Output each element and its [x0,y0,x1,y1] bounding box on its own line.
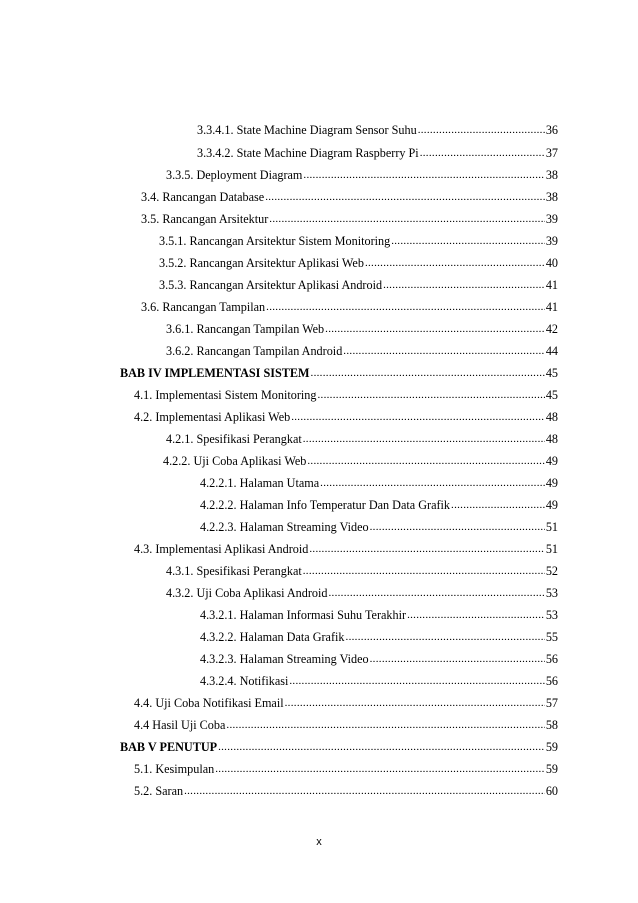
toc-entry-page: 53 [545,586,558,600]
toc-leader-dots [343,343,545,359]
toc-entry-3-6-2[interactable] [166,343,558,359]
toc-entry-4-4-hasil[interactable] [134,717,558,733]
toc-entry-page: 39 [545,234,558,248]
toc-leader-dots [325,321,545,337]
toc-entry-page: 52 [545,564,558,578]
toc-entry-page: 51 [545,542,558,556]
toc-entry-page: 53 [545,608,558,622]
toc-entry-label: 4.4. Uji Coba Notifikasi Email [134,696,284,710]
toc-entry-label: 5.1. Kesimpulan [134,762,215,776]
toc-entry-label: 4.2. Implementasi Aplikasi Web [134,410,291,424]
toc-leader-dots [291,409,545,425]
toc-entry-4-3-2-1[interactable] [200,607,558,623]
toc-entry-page: 40 [545,256,558,270]
toc-leader-dots [317,387,544,403]
toc-entry-label: 4.3.2.1. Halaman Informasi Suhu Terakhir [200,608,407,622]
toc-leader-dots [303,431,545,447]
toc-entry-label: 3.6. Rancangan Tampilan [141,300,266,314]
toc-entry-label: 4.2.2. Uji Coba Aplikasi Web [163,454,307,468]
toc-entry-4-3-1[interactable] [166,563,558,579]
toc-entry-label: 3.3.5. Deployment Diagram [166,168,303,182]
toc-entry-label: 3.5.3. Rancangan Arsitektur Aplikasi Android [159,278,383,292]
toc-entry-page: 58 [545,718,558,732]
toc-leader-dots [184,783,545,799]
toc-leader-dots [266,299,545,315]
toc-entry-page: 59 [545,740,558,754]
toc-entry-4-1[interactable] [134,387,558,403]
toc-entry-5-1[interactable] [134,761,558,777]
toc-entry-4-3-2-2[interactable] [200,629,558,645]
toc-leader-dots [307,453,544,469]
toc-entry-3-3-5[interactable] [166,167,558,183]
toc-entry-label: 4.3. Implementasi Aplikasi Android [134,542,309,556]
toc-entry-page: 38 [545,168,558,182]
toc-entry-page: 44 [545,344,558,358]
toc-entry-label: 4.4 Hasil Uji Coba [134,718,226,732]
toc-entry-page: 51 [545,520,558,534]
toc-leader-dots [218,739,545,755]
toc-entry-page: 39 [545,212,558,226]
toc-leader-dots [289,673,544,689]
toc-entry-label: 3.3.4.1. State Machine Diagram Sensor Suhu [197,123,417,137]
toc-entry-3-3-4-1[interactable] [197,122,558,138]
toc-entry-label: 4.3.2.2. Halaman Data Grafik [200,630,345,644]
toc-leader-dots [226,717,544,733]
toc-entry-label: 4.2.2.3. Halaman Streaming Video [200,520,369,534]
toc-entry-4-2-2-2[interactable] [200,497,558,513]
toc-entry-page: 60 [545,784,558,798]
toc-entry-page: 41 [545,278,558,292]
toc-entry-label: 3.5.1. Rancangan Arsitektur Sistem Monitoring [159,234,391,248]
toc-entry-3-5-2[interactable] [159,255,558,271]
toc-entry-page: 57 [545,696,558,710]
toc-entry-page: 45 [545,388,558,402]
toc-leader-dots [285,695,545,711]
toc-entry-label: 3.6.2. Rancangan Tampilan Android [166,344,343,358]
toc-entry-label: BAB V PENUTUP [120,740,218,754]
toc-entry-page: 37 [545,146,558,160]
toc-entry-label: 4.3.2.4. Notifikasi [200,674,289,688]
toc-entry-4-4[interactable] [134,695,558,711]
toc-leader-dots [215,761,545,777]
toc-entry-label: 4.1. Implementasi Sistem Monitoring [134,388,317,402]
toc-entry-4-2[interactable] [134,409,558,425]
toc-entry-label: 3.3.4.2. State Machine Diagram Raspberry Pi [197,146,419,160]
toc-entry-page: 38 [545,190,558,204]
toc-entry-page: 49 [545,454,558,468]
toc-entry-page: 59 [545,762,558,776]
toc-leader-dots [391,233,545,249]
toc-entry-label: 3.5. Rancangan Arsitektur [141,212,269,226]
toc-entry-3-6[interactable] [141,299,558,315]
toc-leader-dots [420,145,545,161]
toc-entry-4-3[interactable] [134,541,558,557]
toc-entry-page: 49 [545,476,558,490]
toc-entry-5-2[interactable] [134,783,558,799]
toc-entry-label: 3.4. Rancangan Database [141,190,265,204]
toc-entry-page: 48 [545,432,558,446]
toc-entry-4-2-2-3[interactable] [200,519,558,535]
toc-leader-dots [269,211,545,227]
toc-entry-page: 45 [545,366,558,380]
toc-entry-4-2-2-1[interactable] [200,475,558,491]
toc-entry-page: 36 [545,123,558,137]
toc-leader-dots [303,563,545,579]
page-number: x [316,836,322,848]
toc-entry-page: 56 [545,652,558,666]
toc-leader-dots [407,607,545,623]
toc-entry-3-3-4-2[interactable] [197,145,558,161]
toc-leader-dots [265,189,545,205]
toc-leader-dots [370,519,545,535]
toc-entry-page: 48 [545,410,558,424]
toc-entry-3-5[interactable] [141,211,558,227]
toc-entry-4-3-2-4[interactable] [200,673,558,689]
toc-entry-4-3-2[interactable] [166,585,558,601]
toc-leader-dots [320,475,545,491]
toc-leader-dots [370,651,545,667]
toc-leader-dots [451,497,545,513]
toc-entry-label: 4.3.2. Uji Coba Aplikasi Android [166,586,328,600]
toc-entry-page: 42 [545,322,558,336]
toc-leader-dots [365,255,545,271]
toc-leader-dots [346,629,545,645]
toc-entry-3-4[interactable] [141,189,558,205]
toc-entry-label: 4.2.2.1. Halaman Utama [200,476,320,490]
toc-leader-dots [311,365,545,381]
toc-entry-4-3-2-3[interactable] [200,651,558,667]
toc-entry-3-5-1[interactable] [159,233,558,249]
toc-entry-label: BAB IV IMPLEMENTASI SISTEM [120,366,310,380]
toc-entry-label: 3.6.1. Rancangan Tampilan Web [166,322,325,336]
toc-entry-page: 49 [545,498,558,512]
toc-entry-label: 4.2.2.2. Halaman Info Temperatur Dan Data Grafik [200,498,451,512]
toc-leader-dots [328,585,544,601]
toc-entry-label: 4.3.1. Spesifikasi Perangkat [166,564,302,578]
toc-leader-dots [418,122,545,138]
toc-entry-4-2-1[interactable] [166,431,558,447]
toc-entry-page: 55 [545,630,558,644]
toc-leader-dots [303,167,544,183]
toc-chapter-bab-v[interactable] [120,739,558,755]
toc-entry-page: 56 [545,674,558,688]
toc-leader-dots [309,541,544,557]
toc-entry-label: 5.2. Saran [134,784,184,798]
toc-chapter-bab-iv[interactable] [120,365,558,381]
toc-entry-4-2-2[interactable] [163,453,558,469]
toc-entry-3-5-3[interactable] [159,277,558,293]
toc-entry-3-6-1[interactable] [166,321,558,337]
toc-leader-dots [383,277,545,293]
toc-entry-page: 41 [545,300,558,314]
toc-entry-label: 3.5.2. Rancangan Arsitektur Aplikasi Web [159,256,364,270]
toc-entry-label: 4.3.2.3. Halaman Streaming Video [200,652,369,666]
toc-entry-label: 4.2.1. Spesifikasi Perangkat [166,432,302,446]
